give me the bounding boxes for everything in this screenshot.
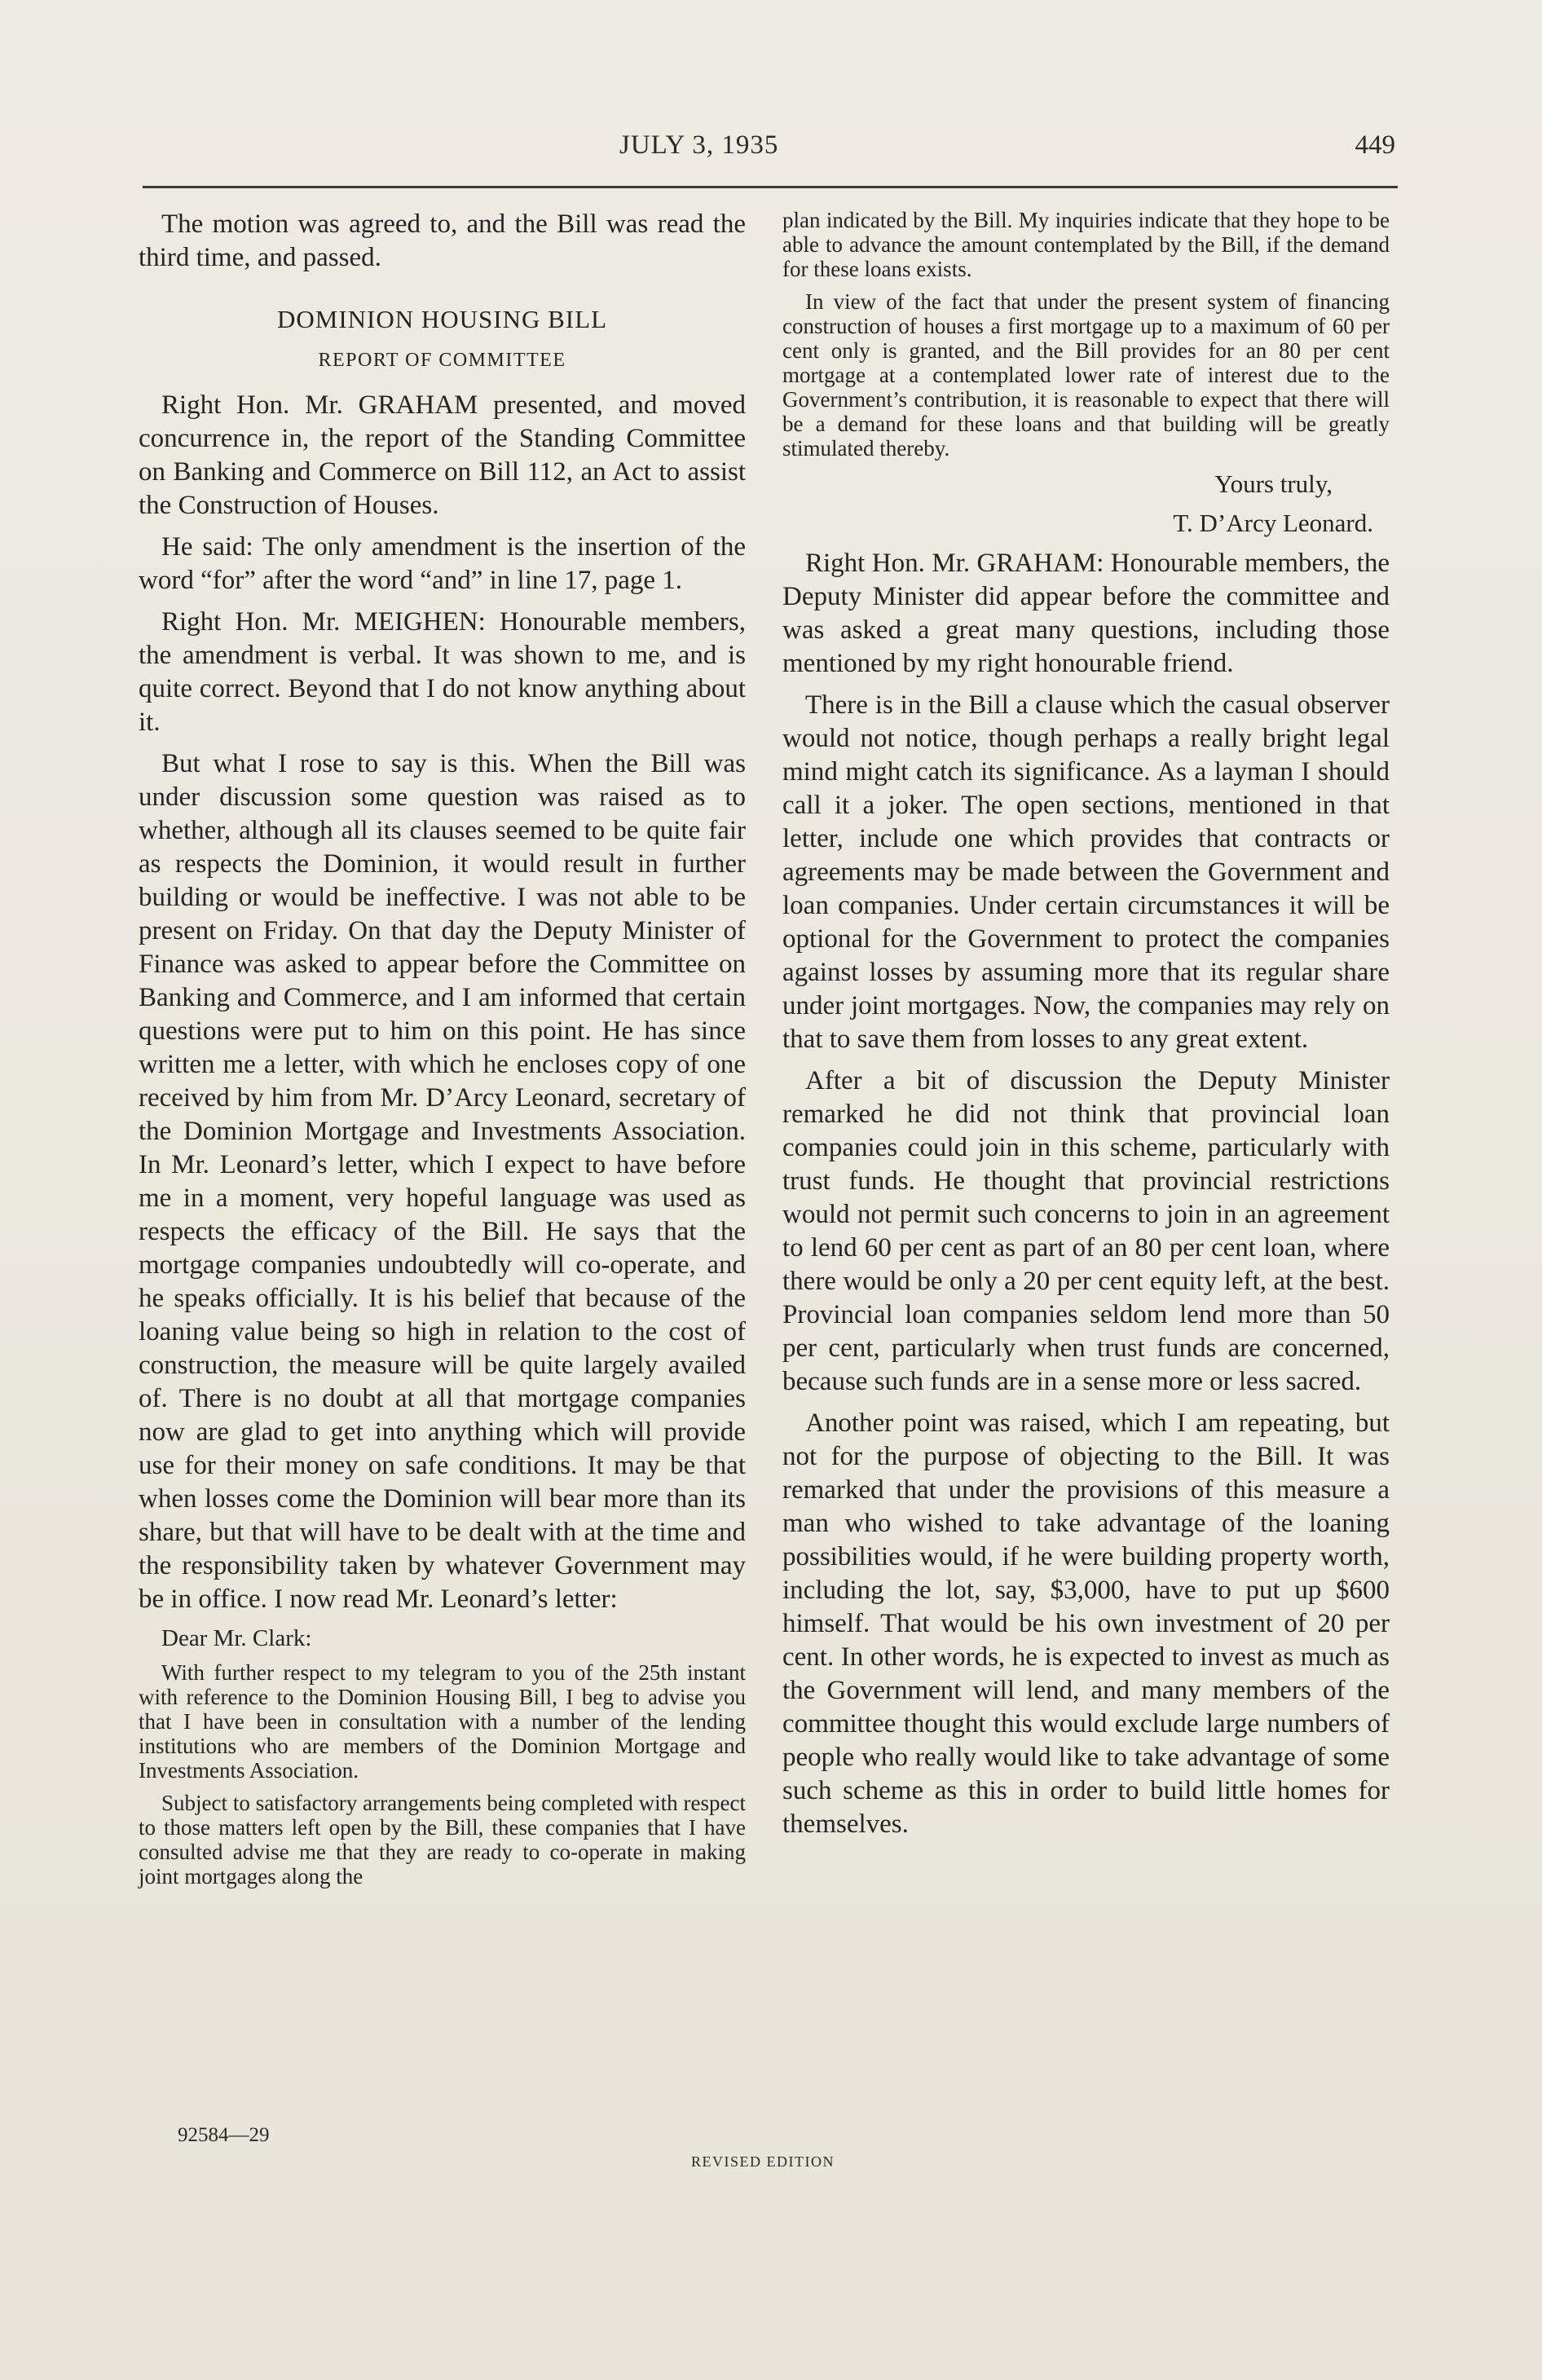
- print-code: 92584—29: [178, 2124, 270, 2146]
- page-number: 449: [1355, 130, 1395, 160]
- section-title: DOMINION HOUSING BILL: [276, 305, 608, 333]
- page-date: JULY 3, 1935: [619, 130, 779, 160]
- letter-paragraph-2-start: Subject to satisfactory arrangements being completed with respect to those matters left open by the Bill, these companies that I have consulted advise me that they are ready to co-operate in making joint mortgages along the: [139, 1791, 746, 1889]
- letter-signature: T. D’Arcy Leonard.: [1173, 509, 1373, 537]
- paragraph-meighen-2: But what I rose to say is this. When the Bill was under discussion some question was raised as to whether, although all its clauses seemed to be quite fair as respects the Dominion, it would result in further building or would be ineffective. I was not able to be present on Friday. On that day the Deputy Minister of Finance was asked to appear before the Committee on Banking and Commerce, and I am informed that certain questions were put to him on this point. He has since written me a letter, with which he encloses copy of one received by him from Mr. D’Arcy Leonard, secretary of the Dominion Mortgage and Investments Association. In Mr. Leonard’s letter, which I expect to have before me in a moment, very hopeful language was used as respects the efficacy of the Bill. He says that the mortgage companies undoubtedly will co-operate, and he speaks officially. It is his belief that because of the loaning value being so high in relation to the cost of construction, the measure will be quite largely availed of. There is no doubt at all that mortgage companies now are glad to get into anything which will provide use for their money on safe conditions. It may be that when losses come the Dominion will bear more than its share, but that will have to be dealt with at the time and the responsibility taken by whatever Government may be in office. I now read Mr. Leonard’s letter:: [139, 749, 746, 1614]
- paragraph-graham-1: Right Hon. Mr. GRAHAM presented, and moved concurrence in, the report of the Standing Committee on Banking and Commerce on Bill 112, an Act to assist the Construction of Houses.: [139, 390, 746, 520]
- paragraph-graham-4: There is in the Bill a clause which the casual observer would not notice, though perhaps a really bright legal mind might catch its significance. As a layman I should call it a joker. The open sections, mentioned in that letter, include one which provides that contracts or agreements may be made between the Government and loan companies. Under certain circumstances it will be optional for the Government to protect the companies against losses by assuming more that its regular share under joint mortgages. Now, the companies may rely on that to save them from losses to any great extent.: [782, 690, 1390, 1054]
- section-subtitle: REPORT OF COMMITTEE: [318, 350, 566, 371]
- right-column: [782, 208, 1390, 1849]
- paragraph-graham-5: After a bit of discussion the Deputy Minister remarked he did not think that provincial loan companies could join in this scheme, particularly with trust funds. He thought that provincial restrictions would not permit such concerns to join in an agreement to lend 60 per cent as part of an 80 per cent loan, where there would be only a 20 per cent equity left, at the best. Provincial loan companies seldom lend more than 50 per cent, particularly when trust funds are concerned, because such funds are in a sense more or less sacred.: [782, 1066, 1390, 1396]
- letter-paragraph-1: With further respect to my telegram to you of the 25th instant with reference to the Dominion Housing Bill, I beg to advise you that I have been in consultation with a number of the lending institutions who are members of the Dominion Mortgage and Investments Association.: [139, 1660, 746, 1783]
- paragraph-opening: The motion was agreed to, and the Bill was read the third time, and passed.: [139, 209, 746, 272]
- paragraph-graham-2: He said: The only amendment is the insertion of the word “for” after the word “and” in line 17, page 1.: [139, 532, 746, 595]
- paragraph-meighen-1: Right Hon. Mr. MEIGHEN: Honourable members, the amendment is verbal. It was shown to me, and is quite correct. Beyond that I do not know anything about it.: [139, 607, 746, 737]
- header-rule: [143, 186, 1398, 188]
- letter-paragraph-2-end: plan indicated by the Bill. My inquiries indicate that they hope to be able to advance the amount contemplated by the Bill, if the demand for these loans exists.: [782, 208, 1390, 281]
- edition-label: REVISED EDITION: [691, 2153, 835, 2170]
- paragraph-graham-6: Another point was raised, which I am repeating, but not for the purpose of objecting to the Bill. It was remarked that under the provisions of this measure a man who wished to take advantage of the loaning possibilities would, if he were building property worth, including the lot, say, $3,000, have to put up $600 himself. That would be his own investment of 20 per cent. In other words, he is expected to invest as much as the Government will lend, and many members of the committee thought this would exclude large numbers of people who really would like to take advantage of some such scheme as this in order to build little homes for themselves.: [782, 1408, 1390, 1839]
- letter-salutation: Dear Mr. Clark:: [161, 1625, 312, 1651]
- letter-paragraph-3: In view of the fact that under the present system of financing construction of houses a first mortgage up to a maximum of 60 per cent only is granted, and the Bill provides for an 80 per cent mortgage at a contemplated lower rate of interest due to the Government’s contribution, it is reasonable to expect that there will be a demand for these loans and that building will be greatly stimulated thereby.: [782, 289, 1390, 461]
- paragraph-graham-3: Right Hon. Mr. GRAHAM: Honourable members, the Deputy Minister did appear before the committee and was asked a great many questions, including those mentioned by my right honourable friend.: [782, 549, 1390, 678]
- left-column: [139, 208, 746, 1897]
- letter-signoff: Yours truly,: [1214, 469, 1333, 498]
